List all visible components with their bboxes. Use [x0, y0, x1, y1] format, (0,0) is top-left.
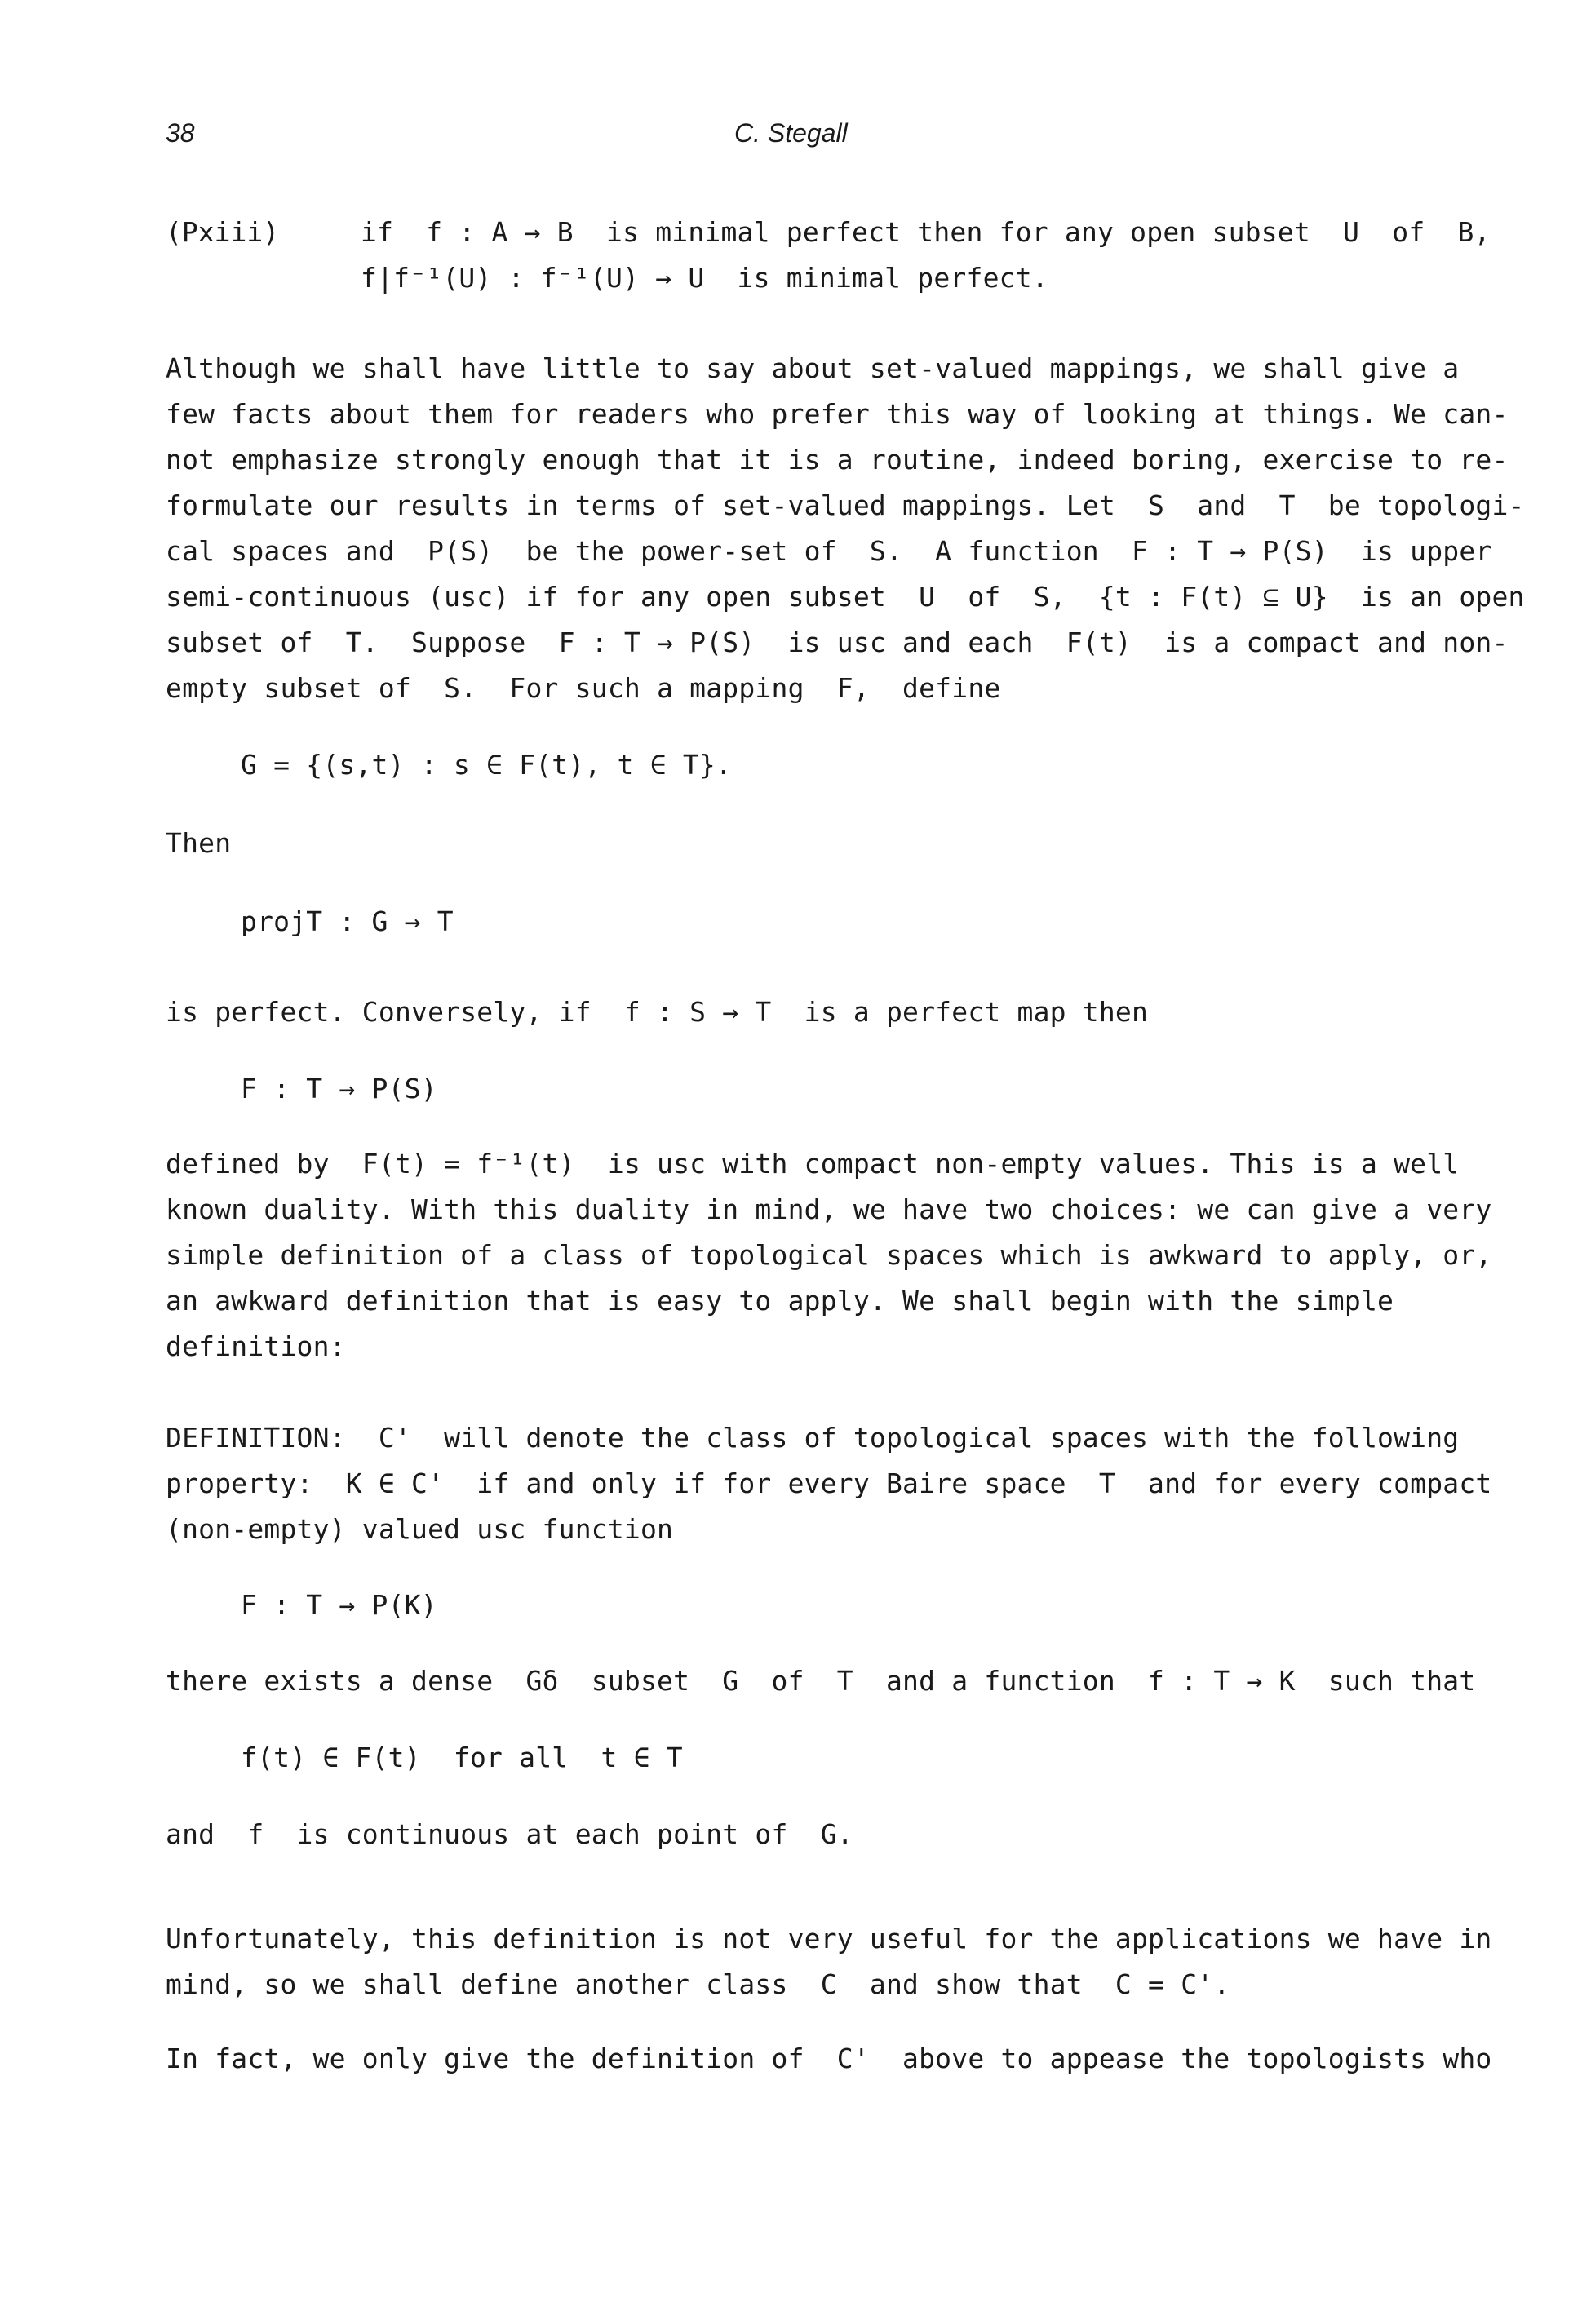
paragraph-line: and f is continuous at each point of G. [166, 1818, 853, 1850]
running-head: C. Stegall [734, 118, 848, 148]
equation-FK: F : T → P(K) [241, 1589, 437, 1621]
paragraph-line: In fact, we only give the definition of C' above to appease the topologists who [166, 2043, 1492, 2074]
equation-ft: f(t) ∈ F(t) for all t ∈ T [241, 1742, 683, 1773]
then-text: Then [166, 827, 232, 859]
paragraph-line: known duality. With this duality in mind, we have two choices: we can give a very [166, 1193, 1492, 1225]
paragraph-line: empty subset of S. For such a mapping F, define [166, 672, 1001, 704]
definition-line: DEFINITION: C' will denote the class of topological spaces with the following [166, 1422, 1460, 1454]
paragraph-line: Although we shall have little to say about set-valued mappings, we shall give a [166, 352, 1460, 384]
equation-proj: projT : G → T [241, 905, 454, 937]
property-label: (Pxiii) [166, 216, 280, 248]
property-line-1: if f : A → B is minimal perfect then for any open subset U of B, [361, 216, 1491, 248]
paragraph-line: mind, so we shall define another class C and show that C = C'. [166, 1968, 1230, 2000]
paragraph-line: there exists a dense Gδ subset G of T and a function f : T → K such that [166, 1665, 1476, 1697]
page-number: 38 [166, 118, 195, 148]
definition-line: (non-empty) valued usc function [166, 1513, 674, 1545]
paragraph-line: Unfortunately, this definition is not very useful for the applications we have in [166, 1923, 1492, 1954]
equation-F: F : T → P(S) [241, 1073, 437, 1104]
paragraph-line: is perfect. Conversely, if f : S → T is a perfect map then [166, 996, 1149, 1028]
paragraph-line: definition: [166, 1330, 346, 1362]
definition-line: property: K ∈ C' if and only if for every Baire space T and for every compact [166, 1467, 1492, 1499]
property-line-2: f|f⁻¹(U) : f⁻¹(U) → U is minimal perfect. [361, 262, 1048, 294]
paragraph-line: few facts about them for readers who prefer this way of looking at things. We can- [166, 398, 1509, 430]
paragraph-line: defined by F(t) = f⁻¹(t) is usc with compact non-empty values. This is a well [166, 1148, 1460, 1180]
paragraph-line: cal spaces and P(S) be the power-set of S. A function F : T → P(S) is upper [166, 535, 1492, 567]
paragraph-line: formulate our results in terms of set-valued mappings. Let S and T be topologi- [166, 489, 1525, 521]
paragraph-line: simple definition of a class of topological spaces which is awkward to apply, or, [166, 1239, 1492, 1271]
equation-G: G = {(s,t) : s ∈ F(t), t ∈ T}. [241, 749, 733, 781]
paragraph-line: subset of T. Suppose F : T → P(S) is usc and each F(t) is a compact and non- [166, 626, 1509, 658]
paragraph-line: not emphasize strongly enough that it is a routine, indeed boring, exercise to re- [166, 444, 1509, 476]
paragraph-line: semi-continuous (usc) if for any open subset U of S, {t : F(t) ⊆ U} is an open [166, 581, 1525, 613]
paragraph-line: an awkward definition that is easy to apply. We shall begin with the simple [166, 1285, 1394, 1317]
